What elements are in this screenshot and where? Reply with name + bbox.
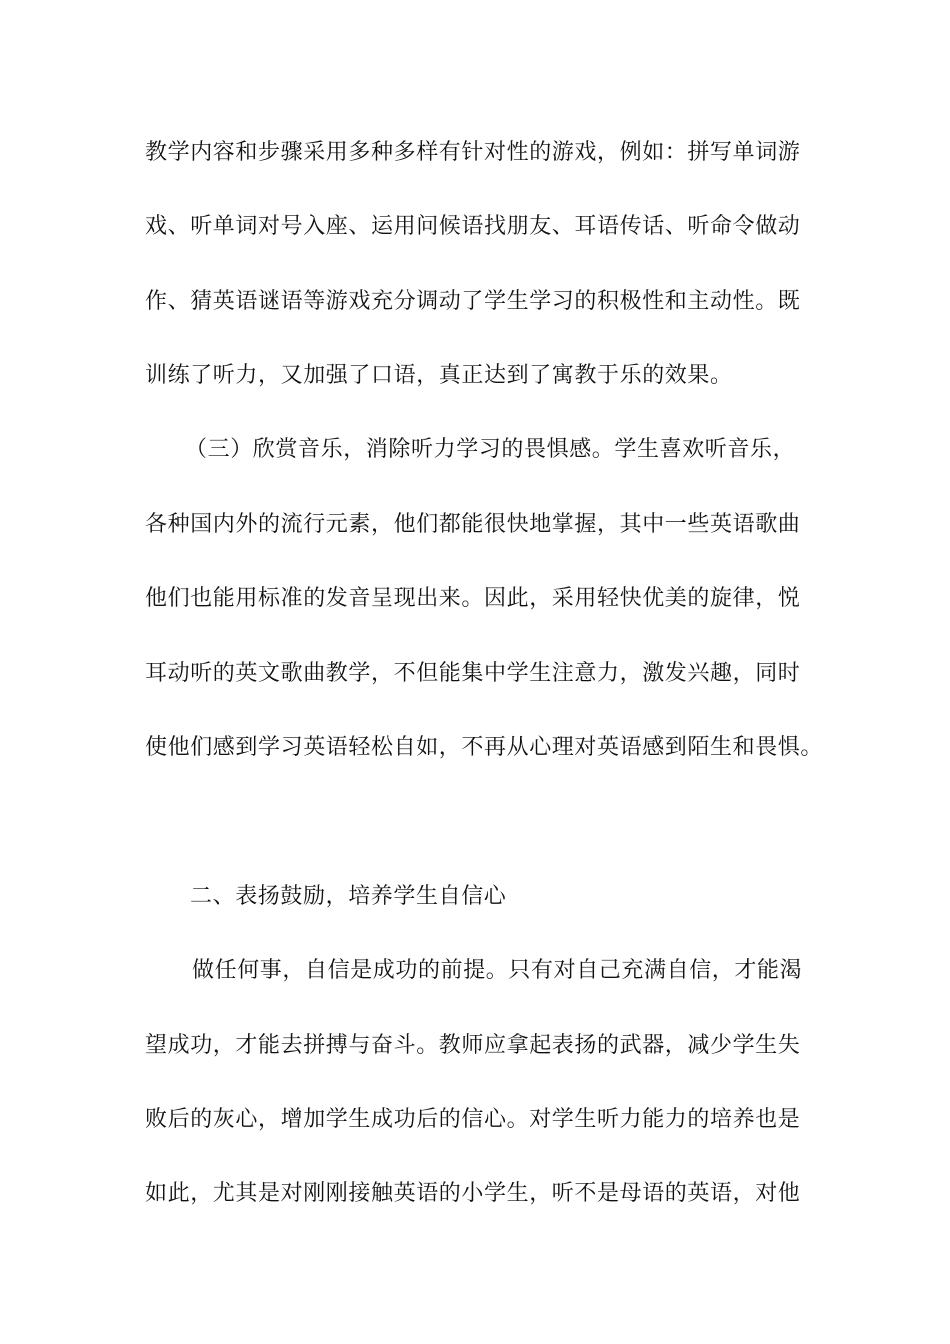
text-line: 耳动听的英文歌曲教学，不但能集中学生注意力，激发兴趣，同时 [145, 661, 801, 686]
subsection-title-line: （三）欣赏音乐，消除听力学习的畏惧感。学生喜欢听音乐， [185, 437, 796, 462]
text-line: 各种国内外的流行元素，他们都能很快地掌握，其中一些英语歌曲 [145, 512, 801, 537]
text-line: 望成功，才能去拼搏与奋斗。教师应拿起表扬的武器，减少学生失 [145, 1033, 801, 1058]
text-line: 败后的灰心，增加学生成功后的信心。对学生听力能力的培养也是 [145, 1107, 801, 1132]
text-line: 做任何事，自信是成功的前提。只有对自己充满自信，才能渴 [192, 958, 803, 983]
text-line: 教学内容和步骤采用多种多样有针对性的游戏，例如：拼写单词游 [145, 140, 801, 165]
text-line: 戏、听单词对号入座、运用问候语找朋友、耳语传话、听命令做动 [145, 214, 801, 239]
text-line: 如此，尤其是对刚刚接触英语的小学生，听不是母语的英语，对他 [145, 1181, 801, 1206]
section-heading: 二、表扬鼓励，培养学生自信心 [190, 884, 507, 909]
text-line: 训练了听力，又加强了口语，真正达到了寓教于乐的效果。 [145, 363, 733, 388]
text-line: 他们也能用标准的发音呈现出来。因此，采用轻快优美的旋律，悦 [145, 586, 801, 611]
text-line: 使他们感到学习英语轻松自如，不再从心理对英语感到陌生和畏惧。 [145, 735, 824, 760]
text-line: 作、猜英语谜语等游戏充分调动了学生学习的积极性和主动性。既 [145, 289, 801, 314]
